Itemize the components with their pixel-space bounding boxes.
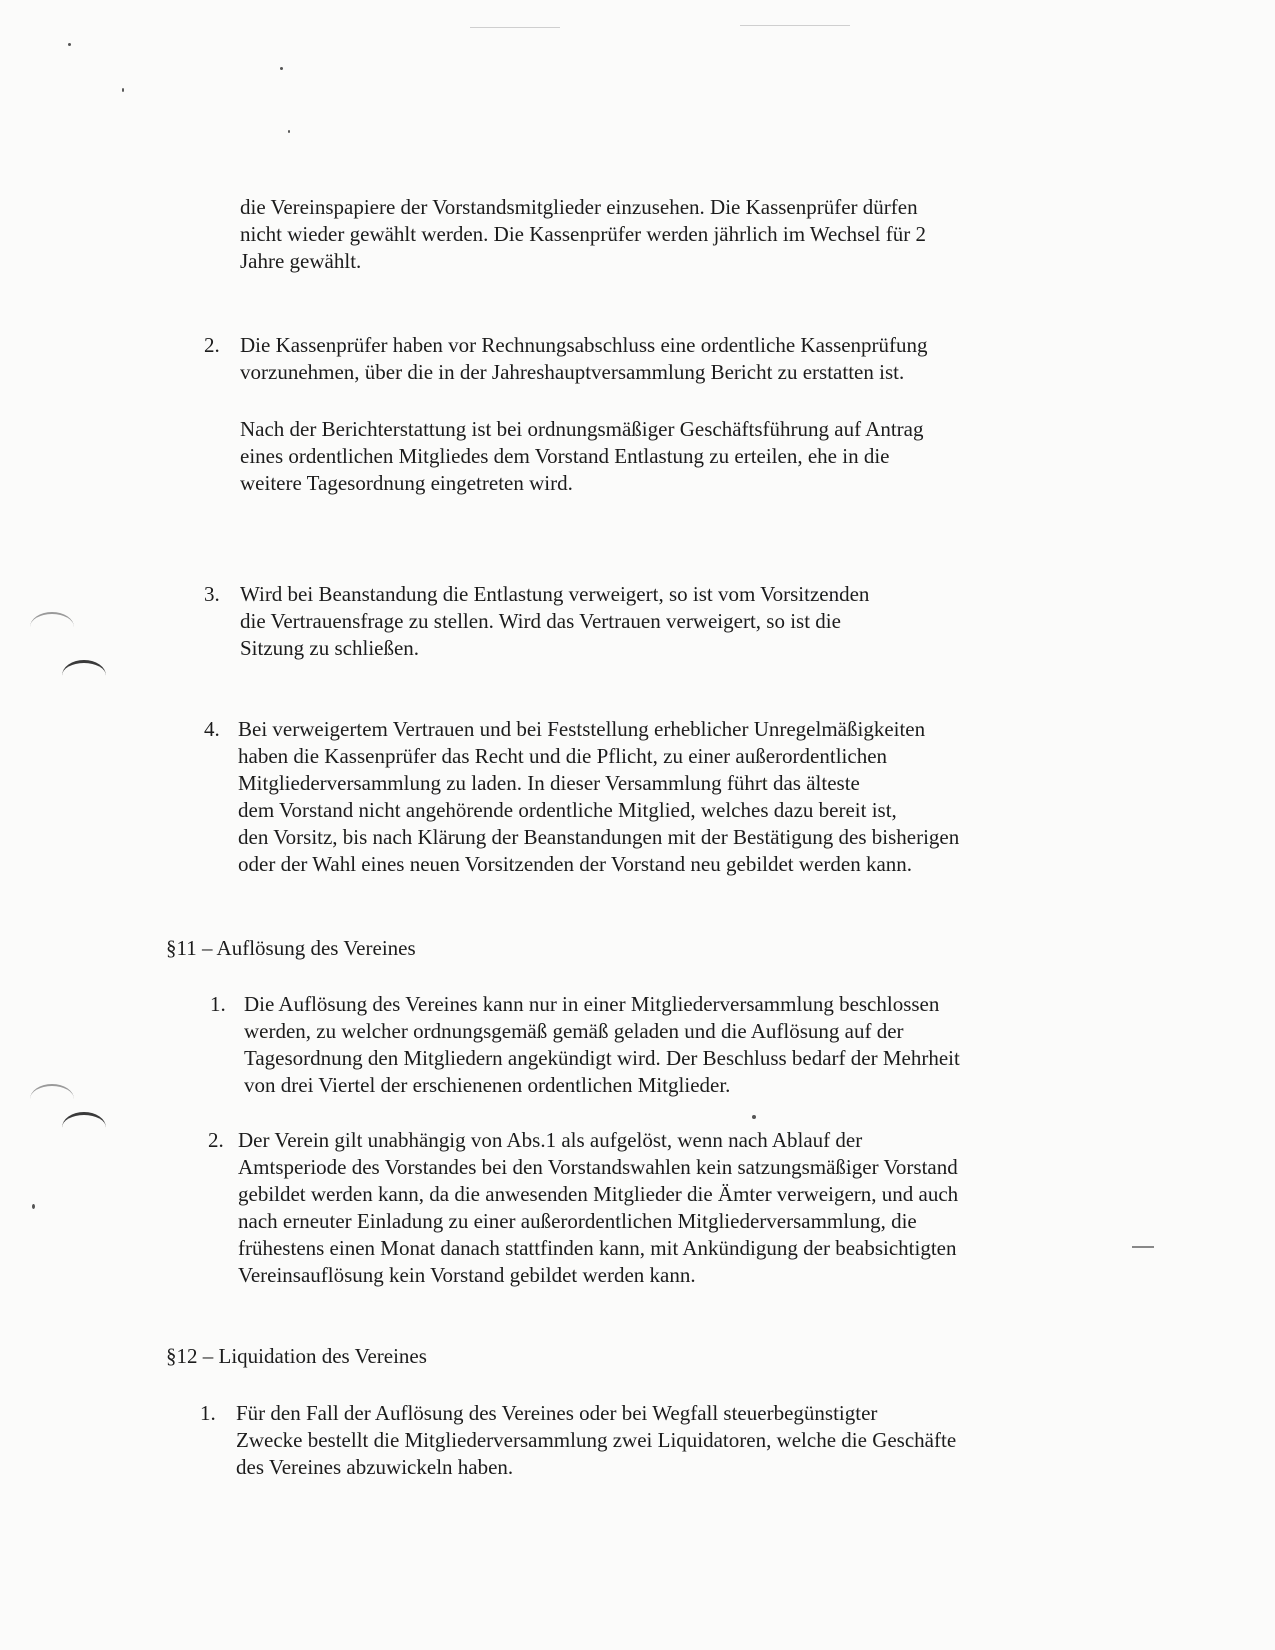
text-line: Für den Fall der Auflösung des Vereines oder bei Wegfall steuerbegünstigter bbox=[236, 1401, 878, 1425]
text-line: frühestens einen Monat danach stattfinden kann, mit Ankündigung der beabsichtigten bbox=[238, 1236, 957, 1260]
text-line: oder der Wahl eines neuen Vorsitzenden der Vorstand neu gebildet werden kann. bbox=[238, 852, 913, 876]
text-line: den Vorsitz, bis nach Klärung der Beanstandungen mit der Bestätigung des bisherigen bbox=[238, 825, 960, 849]
scan-speck bbox=[280, 67, 283, 70]
scan-speck bbox=[122, 88, 124, 92]
text-line: Tagesordnung den Mitgliedern angekündigt wird. Der Beschluss bedarf der Mehrheit bbox=[244, 1046, 960, 1070]
scan-speck bbox=[288, 130, 290, 133]
scan-artifact-line bbox=[470, 27, 560, 28]
scan-artifact-line bbox=[740, 25, 850, 26]
punch-hole-mark bbox=[62, 660, 106, 691]
text-line: werden, zu welcher ordnungsgemäß gemäß geladen und die Auflösung auf der bbox=[244, 1019, 904, 1043]
list-number: 1. bbox=[200, 1401, 216, 1425]
list-item-text bbox=[238, 716, 959, 878]
list-item-text bbox=[238, 1127, 958, 1289]
intro-paragraph bbox=[240, 194, 926, 275]
list-item-text bbox=[244, 991, 960, 1099]
text-line: weitere Tagesordnung eingetreten wird. bbox=[240, 471, 573, 495]
text-line: die Vereinspapiere der Vorstandsmitglieder einzusehen. Die Kassenprüfer dürfen bbox=[240, 195, 918, 219]
scan-speck bbox=[752, 1115, 756, 1119]
list-item-text bbox=[236, 1400, 956, 1481]
text-line: eines ordentlichen Mitgliedes dem Vorstand Entlastung zu erteilen, ehe in die bbox=[240, 444, 890, 468]
text-line: vorzunehmen, über die in der Jahreshauptversammlung Bericht zu erstatten ist. bbox=[240, 360, 905, 384]
list-item-text bbox=[240, 581, 869, 662]
punch-hole-mark bbox=[62, 1112, 106, 1143]
text-line: Zwecke bestellt die Mitgliederversammlung zwei Liquidatoren, welche die Geschäfte bbox=[236, 1428, 957, 1452]
list-number: 2. bbox=[208, 1128, 224, 1152]
text-line: gebildet werden kann, da die anwesenden Mitglieder die Ämter verweigern, und auch bbox=[238, 1182, 959, 1206]
text-line: des Vereines abzuwickeln haben. bbox=[236, 1455, 514, 1479]
section-heading: §12 – Liquidation des Vereines bbox=[166, 1344, 427, 1368]
text-line: Mitgliederversammlung zu laden. In dieser Versammlung führt das älteste bbox=[238, 771, 860, 795]
list-number: 1. bbox=[210, 992, 226, 1016]
text-line: Vereinsauflösung kein Vorstand gebildet werden kann. bbox=[238, 1263, 696, 1287]
scan-artifact-line bbox=[1132, 1246, 1154, 1248]
punch-hole-mark bbox=[30, 612, 74, 642]
text-line: Jahre gewählt. bbox=[240, 249, 362, 273]
section-heading: §11 – Auflösung des Vereines bbox=[166, 936, 416, 960]
text-line: Der Verein gilt unabhängig von Abs.1 als aufgelöst, wenn nach Ablauf der bbox=[238, 1128, 863, 1152]
text-line: die Vertrauensfrage zu stellen. Wird das Vertrauen verweigert, so ist die bbox=[240, 609, 841, 633]
list-number: 3. bbox=[204, 582, 220, 606]
list-item-subparagraph bbox=[240, 416, 923, 497]
text-line: Bei verweigertem Vertrauen und bei Feststellung erheblicher Unregelmäßigkeiten bbox=[238, 717, 926, 741]
list-number: 2. bbox=[204, 333, 220, 357]
text-line: von drei Viertel der erschienenen ordentlichen Mitglieder. bbox=[244, 1073, 731, 1097]
scan-speck bbox=[68, 43, 71, 46]
text-line: Die Kassenprüfer haben vor Rechnungsabschluss eine ordentliche Kassenprüfung bbox=[240, 333, 928, 357]
scan-speck bbox=[32, 1204, 35, 1209]
list-item-text bbox=[240, 332, 928, 386]
text-line: haben die Kassenprüfer das Recht und die Pflicht, zu einer außerordentlichen bbox=[238, 744, 888, 768]
text-line: Amtsperiode des Vorstandes bei den Vorstandswahlen kein satzungsmäßiger Vorstand bbox=[238, 1155, 958, 1179]
list-number: 4. bbox=[204, 717, 220, 741]
text-line: Sitzung zu schließen. bbox=[240, 636, 420, 660]
text-line: Wird bei Beanstandung die Entlastung verweigert, so ist vom Vorsitzenden bbox=[240, 582, 870, 606]
text-line: nicht wieder gewählt werden. Die Kassenprüfer werden jährlich im Wechsel für 2 bbox=[240, 222, 926, 246]
text-line: Die Auflösung des Vereines kann nur in einer Mitgliederversammlung beschlossen bbox=[244, 992, 940, 1016]
text-line: nach erneuter Einladung zu einer außerordentlichen Mitgliederversammlung, die bbox=[238, 1209, 917, 1233]
punch-hole-mark bbox=[30, 1084, 74, 1114]
text-line: Nach der Berichterstattung ist bei ordnungsmäßiger Geschäftsführung auf Antrag bbox=[240, 417, 924, 441]
text-line: dem Vorstand nicht angehörende ordentliche Mitglied, welches dazu bereit ist, bbox=[238, 798, 897, 822]
